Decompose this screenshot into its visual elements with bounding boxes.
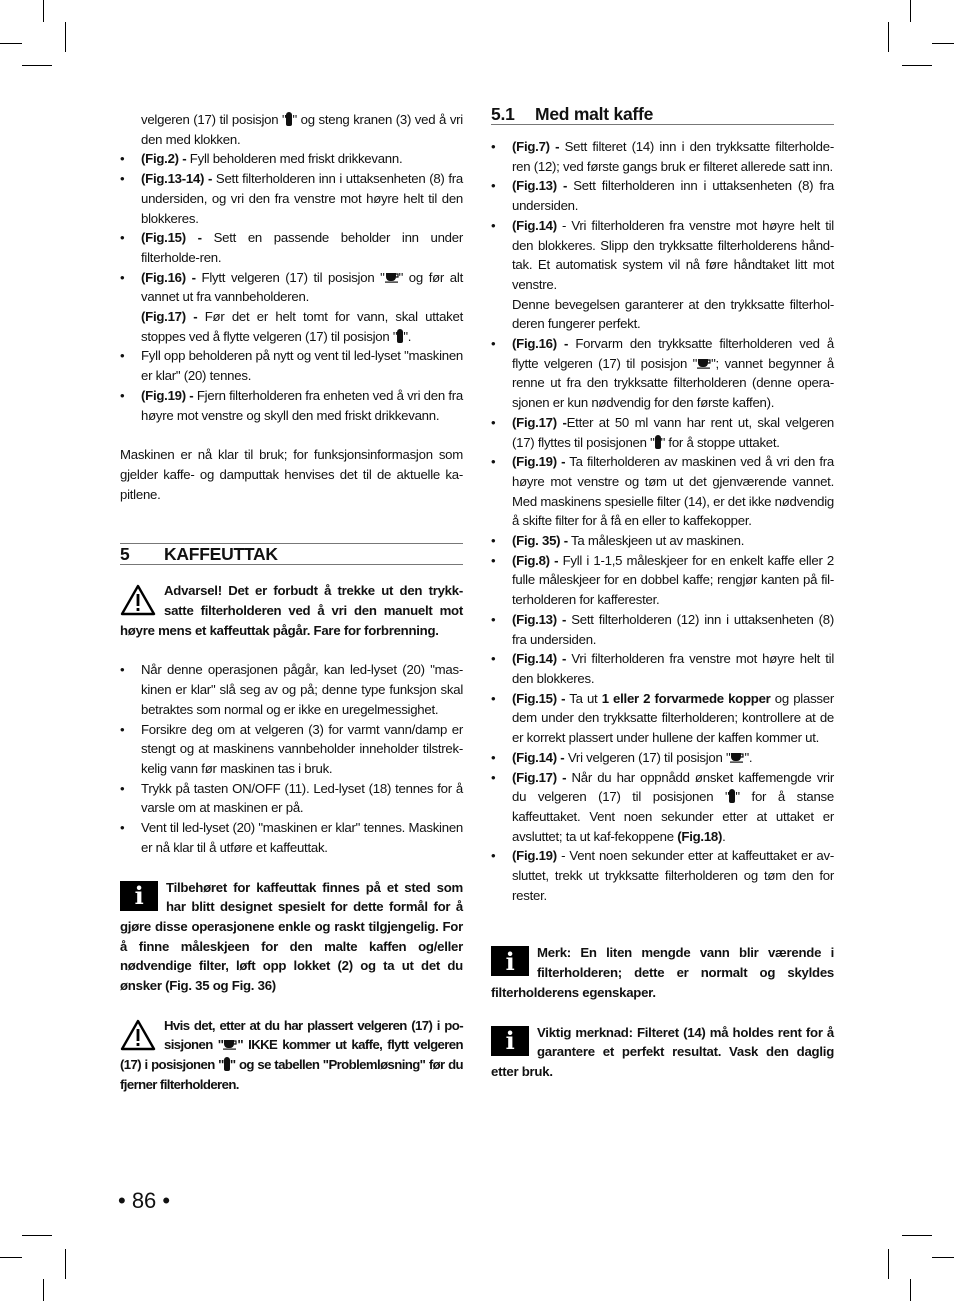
item-text: "; vannet begynner å renne ut fra den trykksatte filterholderen (denne opera-sjonen er kun nødvendig for den første kaffen).	[512, 355, 834, 411]
list-item: • Vent til led-lyset (20) "maskinen er klar" tennes. Maskinen er nå klar til å utføre et kaffeuttak.	[120, 818, 463, 857]
fig-ref: (Fig.17) -	[512, 414, 567, 430]
fig-ref: (Fig.19) -	[141, 387, 194, 403]
fig-ref: (Fig.18)	[677, 828, 723, 844]
item-text: " for å stanse kaffeuttaket. Vent noen sekunder etter at uttaket er avsluttet; ta ut kaf-fekoppene	[512, 789, 834, 844]
warning-text: Advarsel! Det er forbudt å trekke ut den trykk-satte filterholderen ved å vri den manuelt mot høyre mens et kaffeuttak pågår. Fare for forbrenning.	[120, 583, 463, 638]
coffee-cup-icon	[385, 271, 399, 283]
item-text: .	[722, 828, 726, 844]
info-text: Merk: En liten mengde vann blir værende i filterholderen; dette er normalt og skyldes filterholderens egenskaper.	[491, 945, 834, 1000]
item-text: Sett en passende beholder inn under filterholde-ren.	[141, 230, 463, 265]
sub-paragraph	[141, 307, 463, 346]
warning-triangle-icon	[120, 584, 156, 616]
item-text: Fyll beholderen med friskt drikkevann.	[186, 151, 403, 167]
item-text: " og før alt vannet ut fra vannbeholderen.	[141, 269, 463, 305]
fig-ref: (Fig.15) -	[512, 690, 566, 706]
info-text: Tilbehøret for kaffeuttak finnes på et sted som har blitt designet spesielt for dette formål for å gjøre disse operasjonene enkle og raskt tilgjengelig. For å finne måleskjeen for den malte kaffen og/eller nødvendige filter, løft opp lokket (2) og ta ut det du ønsker (Fig. 35 og Fig. 36)	[120, 879, 463, 994]
crop-mark	[910, 0, 911, 22]
item-text: Fjern filterholderen fra enheten ved å vri den fra høyre mot venstre og skyll den med friskt drikkevann.	[141, 387, 463, 423]
item-text: Sett filterholderen inn i uttaksenheten (8) fra undersiden.	[512, 178, 835, 214]
list-item	[491, 531, 834, 551]
crop-mark	[22, 65, 52, 66]
fig-ref: (Fig.14) -	[512, 651, 567, 667]
list-item	[491, 176, 834, 215]
preparation-list	[120, 149, 463, 425]
fig-ref: (Fig.8) -	[512, 552, 559, 568]
item-text: " for å stoppe uttaket.	[660, 434, 780, 450]
fig-ref: (Fig.17) -	[141, 309, 198, 325]
info-note	[491, 1023, 834, 1082]
crop-mark	[22, 1235, 52, 1236]
crop-mark	[0, 1257, 22, 1258]
section-heading	[120, 543, 463, 565]
fig-ref: (Fig.7) -	[512, 139, 560, 154]
item-text-bold: 1 eller 2 forvarmede kopper	[601, 690, 771, 706]
list-item: • Trykk på tasten ON/OFF (11). Led-lyset (18) tennes for å varsle om at maskinen er på.	[120, 779, 463, 818]
list-item	[120, 149, 463, 169]
continued-text	[120, 110, 463, 149]
warning-note	[120, 581, 463, 640]
crop-mark	[910, 1279, 911, 1301]
item-text: Fyll i 1-1,5 måleskjeer for en enkelt kaffe eller 2 fulle måleskjeer for en dobbel kaffe; rengjør kanten på fil-terholderen for kafferester.	[512, 552, 834, 608]
fig-ref: (Fig.14)	[512, 217, 557, 233]
info-note	[120, 878, 463, 996]
info-icon: i	[491, 946, 529, 976]
item-text: Sett filterholderen inn i uttaksenheten (8) fra undersiden, og vri den fra venstre mot høyre helt til den blokkeres.	[141, 171, 463, 226]
list-item	[491, 551, 834, 610]
fig-ref: (Fig.19)	[512, 848, 557, 864]
fig-ref: (Fig. 35) -	[512, 533, 568, 549]
list-item	[491, 216, 834, 334]
list-item	[491, 689, 834, 748]
coffee-cup-icon	[697, 357, 711, 369]
fig-ref: (Fig.16) -	[512, 336, 569, 352]
crop-mark	[888, 1249, 889, 1279]
fig-ref: (Fig.13) -	[512, 611, 567, 627]
crop-mark	[65, 1249, 66, 1279]
fig-ref: (Fig.2) -	[141, 151, 187, 167]
ready-paragraph: Maskinen er nå klar til bruk; for funksjonsinformasjon som gjelder kaffe- og damputtak henvises det til de aktuelle ka-pitlene.	[120, 447, 463, 502]
list-item	[120, 346, 463, 385]
warning-text: " og se tabellen "Problemløsning" før du fjerner filterholderen.	[120, 1057, 463, 1092]
item-text: Flytt velgeren (17) til posisjon "	[195, 269, 385, 285]
list-item	[491, 137, 834, 176]
section-heading	[491, 104, 834, 125]
item-text: ".	[403, 328, 412, 344]
fig-ref: (Fig.17) -	[512, 769, 567, 785]
item-text: og plasser dem under den trykksatte filterholderen; kontrollere at de er korrekt plassert under hullene der kaffen kommer ut.	[512, 690, 834, 746]
section-number: 5.1	[491, 104, 515, 124]
item-text: Før det er helt tomt for vann, skal uttaket stoppes ved å flytte velgeren (17) til posisjon "	[141, 309, 463, 344]
coffee-cup-icon	[223, 1038, 237, 1050]
coffee-prep-list	[120, 660, 463, 857]
item-text: Ta filterholderen av maskinen ved å vri den fra høyre mot venstre og tøm ut det gjenværende vannet. Med maskinens spesielle filter (14), er det ikke nødvendig å skifte filter for å få en eller to kaffekopper.	[512, 454, 834, 529]
ground-coffee-list	[491, 137, 834, 905]
item-text: Fyll opp beholderen på nytt og vent til led-lyset "maskinen er klar" (20) tennes.	[141, 348, 464, 384]
list-item	[491, 334, 834, 413]
item-text: Ta ut	[565, 690, 602, 706]
item-text: - Vent noen sekunder etter at kaffeuttaket er av-sluttet, trekk ut trykksatte filterholderen og tøm den for rester.	[512, 848, 834, 903]
crop-mark	[43, 0, 44, 22]
crop-mark	[65, 22, 66, 52]
item-text: Vri filterholderen fra venstre mot høyre helt til den blokkeres.	[512, 651, 834, 686]
fig-ref: (Fig.13-14) -	[141, 171, 213, 187]
fig-ref: (Fig.15) -	[141, 230, 202, 246]
list-item	[491, 452, 834, 531]
item-text: Sett filteret (14) inn i den trykksatte filterholde-ren (12); ved første gangs bruk er filteret allerede satt inn.	[512, 139, 834, 174]
section-title: KAFFEUTTAK	[164, 544, 278, 565]
list-item	[491, 846, 834, 905]
item-text: Vri velgeren (17) til posisjon "	[564, 749, 731, 765]
crop-mark	[0, 43, 22, 44]
warning-text: Hvis det, etter at du har plassert velgeren (17) i po-sisjonen "	[164, 1017, 463, 1053]
left-column	[120, 110, 463, 1095]
section-number: 5	[120, 544, 130, 565]
crop-mark	[43, 1279, 44, 1301]
warning-text: " IKKE kommer ut kaffe, flytt velgeren (17) i posisjonen "	[120, 1037, 463, 1073]
item-text: Når du har oppnådd ønsket kaffemengde vrir du velgeren (17) til posisjonen "	[512, 769, 835, 805]
section-title: Med malt kaffe	[535, 104, 654, 124]
text: " og steng kranen (3) ved å vri den med klokken.	[141, 112, 463, 147]
list-item	[120, 169, 463, 228]
warning-note	[120, 1016, 463, 1095]
crop-mark	[932, 43, 954, 44]
info-text: Viktig merknad: Filteret (14) må holdes rent for å garantere et perfekt resultat. Vask den daglig etter bruk.	[491, 1024, 834, 1079]
item-text: Forvarm den trykksatte filterholderen ved å flytte velgeren (17) til posisjon "	[512, 336, 834, 371]
list-item	[491, 610, 834, 649]
sub-paragraph: Denne bevegelsen garanterer at den trykksatte filterhol-deren fungerer perfekt.	[512, 296, 834, 332]
page-number: • 86 •	[118, 1188, 171, 1213]
info-icon: i	[491, 1026, 529, 1056]
list-item	[120, 228, 463, 267]
crop-mark	[902, 1235, 932, 1236]
fig-ref: (Fig.19) -	[512, 454, 566, 470]
item-text: Ta måleskjeen ut av maskinen.	[567, 533, 745, 549]
list-item	[491, 768, 834, 847]
fig-ref: (Fig.14) -	[512, 749, 565, 765]
list-item	[491, 748, 834, 768]
crop-mark	[932, 1257, 954, 1258]
item-text: Sett filterholderen (12) inn i uttaksenheten (8) fra undersiden.	[512, 611, 834, 647]
list-item	[120, 386, 463, 425]
coffee-cup-icon	[730, 751, 744, 763]
item-text: Etter at 50 ml vann har rent ut, skal velgeren (17) flyttes til posisjonen "	[512, 414, 834, 450]
list-item: • Forsikre deg om at velgeren (3) for varmt vann/damp er stengt og at maskinens vannbeholder inneholder tilstrek-kelig vann før maskinen tas i bruk.	[120, 720, 463, 779]
text: velgeren (17) til posisjon "	[141, 112, 287, 127]
fig-ref: (Fig.13) -	[512, 178, 568, 194]
warning-triangle-icon	[120, 1019, 156, 1051]
crop-mark	[902, 65, 932, 66]
right-column	[491, 104, 834, 1082]
list-item: • Når denne operasjonen pågår, kan led-lyset (20) "mas-kinen er klar" slå seg av og på; denne type funksjon skal betraktes som normal og er ikke en uregelmessighet.	[120, 660, 463, 719]
list-item	[120, 268, 463, 347]
info-note	[491, 943, 834, 1002]
fig-ref: (Fig.16) -	[141, 269, 196, 285]
list-item	[491, 649, 834, 688]
item-text: ".	[744, 749, 753, 765]
crop-mark	[888, 22, 889, 52]
info-icon: i	[120, 881, 158, 911]
item-text: - Vri filterholderen fra venstre mot høyre helt til den blokkeres. Slipp den trykksatte filterholderens hånd-tak. Et automatisk system vil nå føre håndtaket litt mot venstre.	[512, 217, 834, 292]
list-item	[491, 413, 834, 452]
